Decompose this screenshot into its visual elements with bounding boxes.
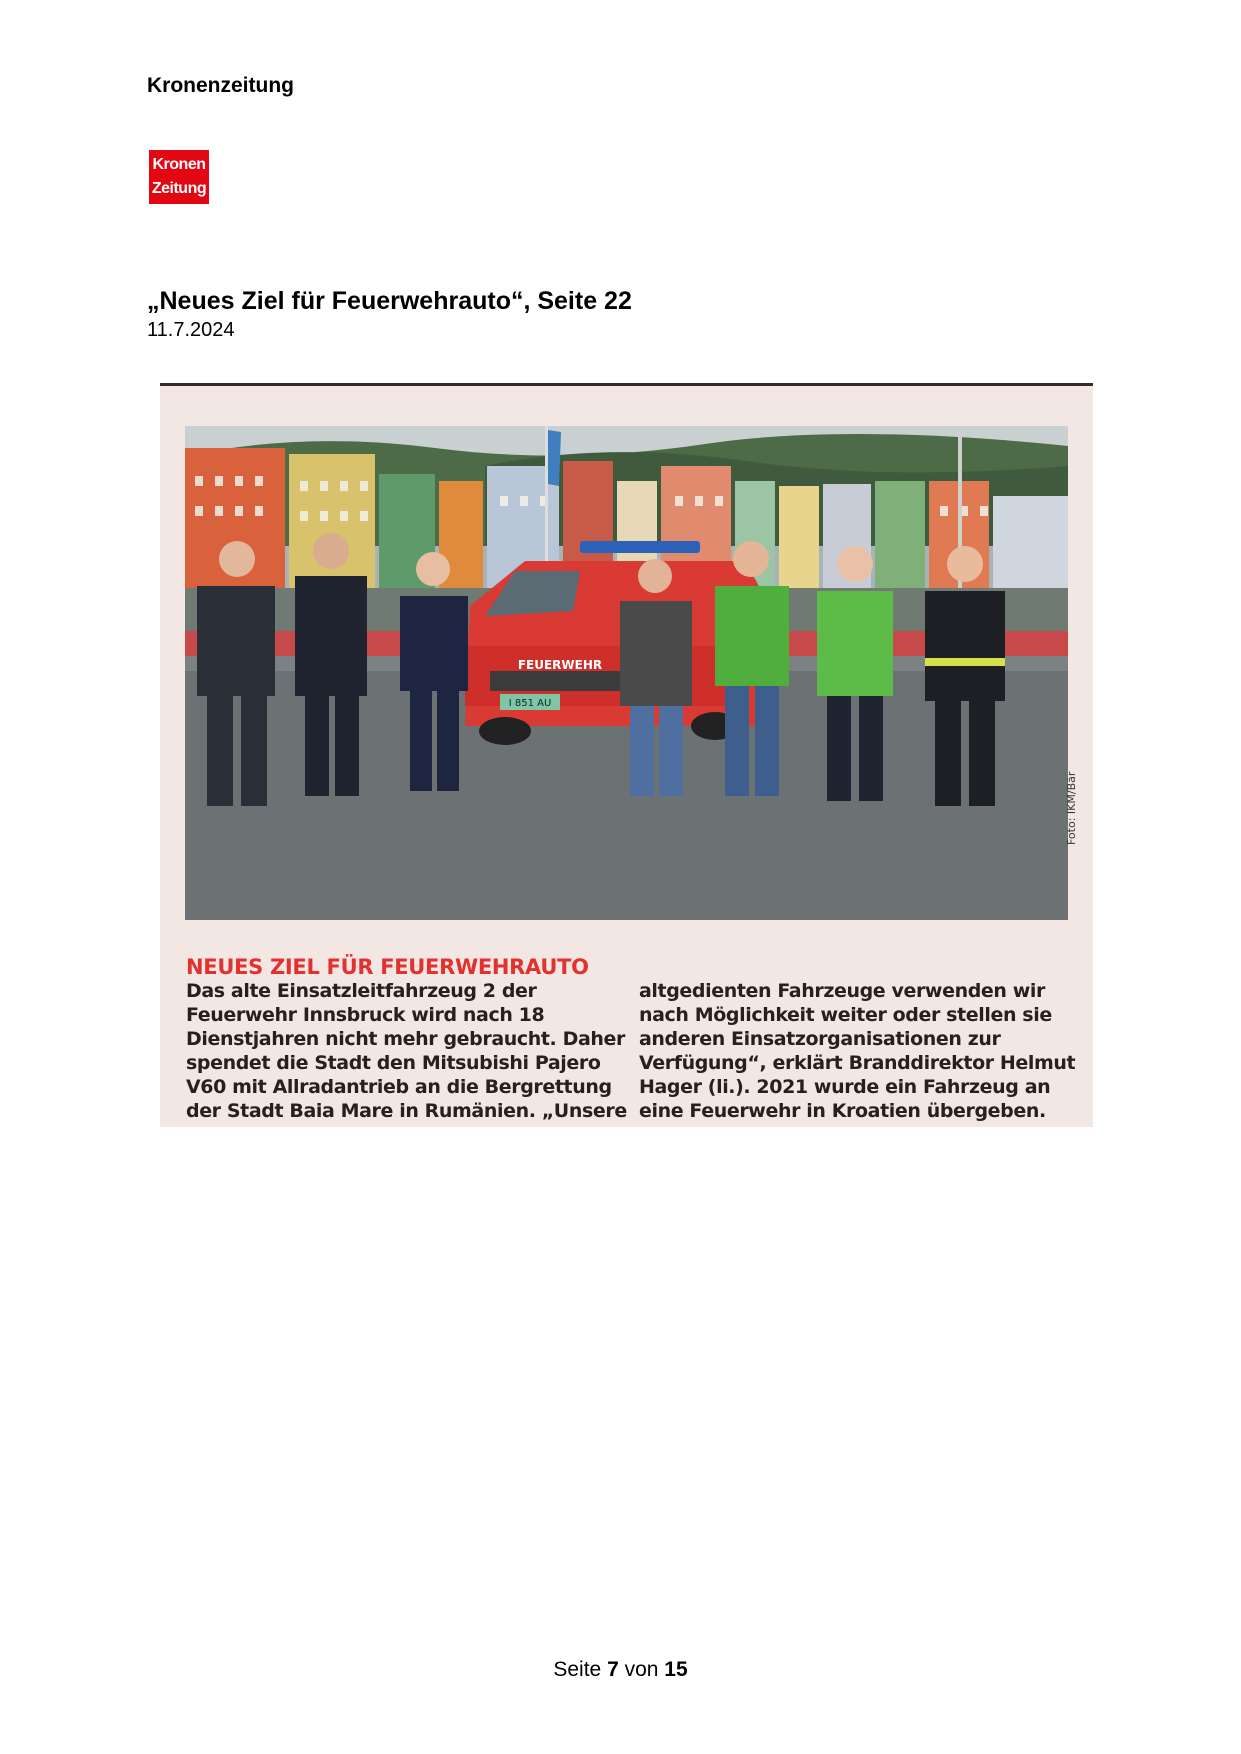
logo-line-1: Kronen [152, 156, 206, 173]
logo-line-2: Zeitung [151, 180, 207, 197]
caption-line: Verfügung“, erklärt Branddirektor Helmut [639, 1052, 1076, 1074]
caption-line: V60 mit Allradantrieb an die Bergrettung [186, 1076, 612, 1098]
caption-line: Feuerwehr Innsbruck wird nach 18 [186, 1004, 545, 1026]
caption-headline: NEUES ZIEL FÜR FEUERWEHRAUTO [186, 955, 589, 979]
newspaper-clipping [160, 383, 1093, 1127]
page-prefix: Seite [553, 1658, 602, 1681]
caption-line: spendet die Stadt den Mitsubishi Pajero [186, 1052, 601, 1074]
page-middle: von [624, 1658, 659, 1681]
caption-line: Dienstjahren nicht mehr gebraucht. Daher [186, 1028, 625, 1050]
article-photo [185, 426, 1068, 920]
photo-illustration [185, 426, 1068, 920]
total-pages: 15 [664, 1658, 688, 1681]
clipping-top-rule [160, 383, 1093, 386]
article-headline: „Neues Ziel für Feuerwehrauto“, Seite 22 [147, 287, 632, 315]
kronen-zeitung-logo [149, 150, 209, 204]
source-name: Kronenzeitung [147, 74, 294, 97]
caption-line: nach Möglichkeit weiter oder stellen sie [639, 1004, 1052, 1026]
article-date: 11.7.2024 [147, 319, 235, 341]
caption-line: Das alte Einsatzleitfahrzeug 2 der [186, 980, 537, 1002]
caption-line: altgedienten Fahrzeuge verwenden wir [639, 980, 1045, 1002]
caption-column-1 [186, 979, 626, 1123]
caption-line: eine Feuerwehr in Kroatien übergeben. [639, 1100, 1046, 1122]
page-number [0, 1658, 1241, 1682]
current-page: 7 [607, 1658, 619, 1681]
photo-credit: Foto: IKM/Bär [1065, 771, 1078, 845]
vehicle-label-text: FEUERWEHR [517, 658, 603, 672]
caption-line: der Stadt Baia Mare in Rumänien. „Unsere [186, 1100, 627, 1122]
caption-line: Hager (li.). 2021 wurde ein Fahrzeug an [639, 1076, 1051, 1098]
caption-column-2 [639, 979, 1079, 1123]
caption-line: anderen Einsatzorganisationen zur [639, 1028, 1001, 1050]
license-plate-text: I 851 AU [508, 698, 552, 709]
